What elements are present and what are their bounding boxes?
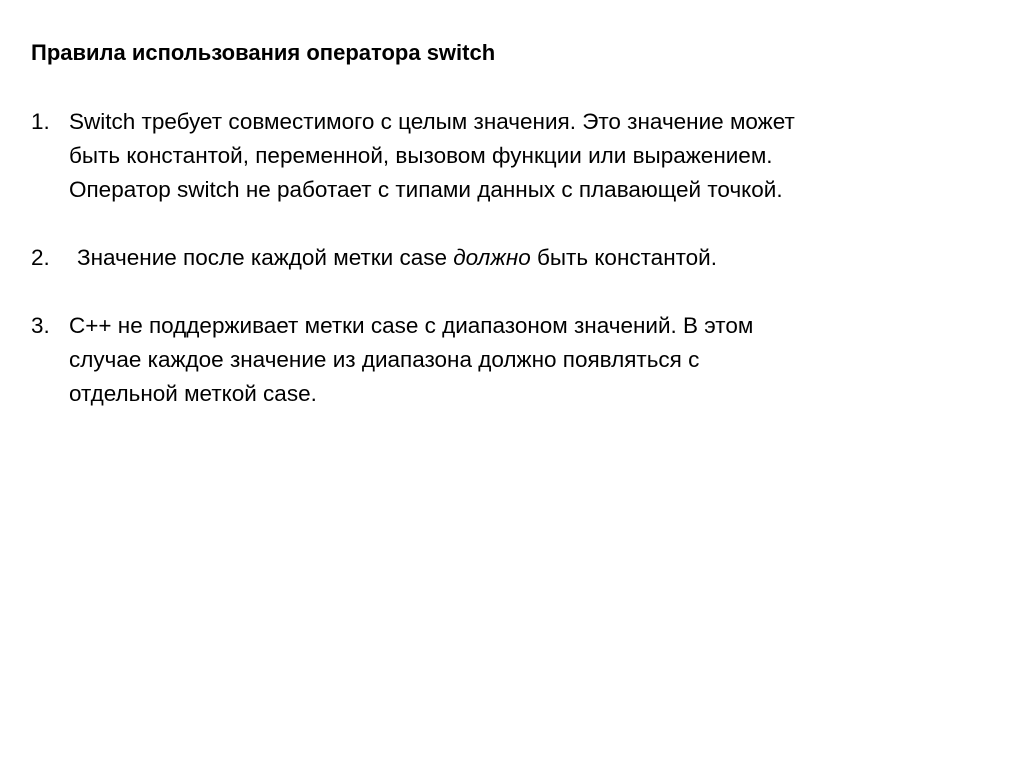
rule-line: отдельной меткой case.: [69, 381, 317, 406]
rule-line: [77, 241, 1001, 275]
rules-list: [31, 105, 1001, 411]
rule-item-1: [31, 105, 1001, 207]
rule-text: [69, 241, 1001, 275]
rule-line: случае каждое значение из диапазона должно появляться с: [69, 347, 700, 372]
rule-number: 3.: [31, 313, 50, 338]
rule-number: 1.: [31, 109, 50, 134]
rule-text-before: Значение после каждой метки case: [77, 245, 454, 270]
rule-emphasis: должно: [453, 245, 531, 270]
rule-number: 2.: [31, 245, 50, 270]
rule-item-3: [31, 309, 1001, 411]
rule-line: C++ не поддерживает метки case с диапазоном значений. В этом: [69, 313, 754, 338]
rule-line: Оператор switch не работает с типами данных с плавающей точкой.: [69, 177, 783, 202]
rule-text-after: быть константой.: [530, 245, 718, 270]
rule-line: быть константой, переменной, вызовом функции или выражением.: [69, 143, 773, 168]
rule-line: Switch требует совместимого с целым значения. Это значение может: [69, 109, 795, 134]
rule-text: [69, 105, 1001, 207]
page-title: Правила использования оператора switch: [31, 40, 496, 65]
rule-text: [69, 309, 1001, 411]
rule-item-2: [31, 241, 1001, 275]
